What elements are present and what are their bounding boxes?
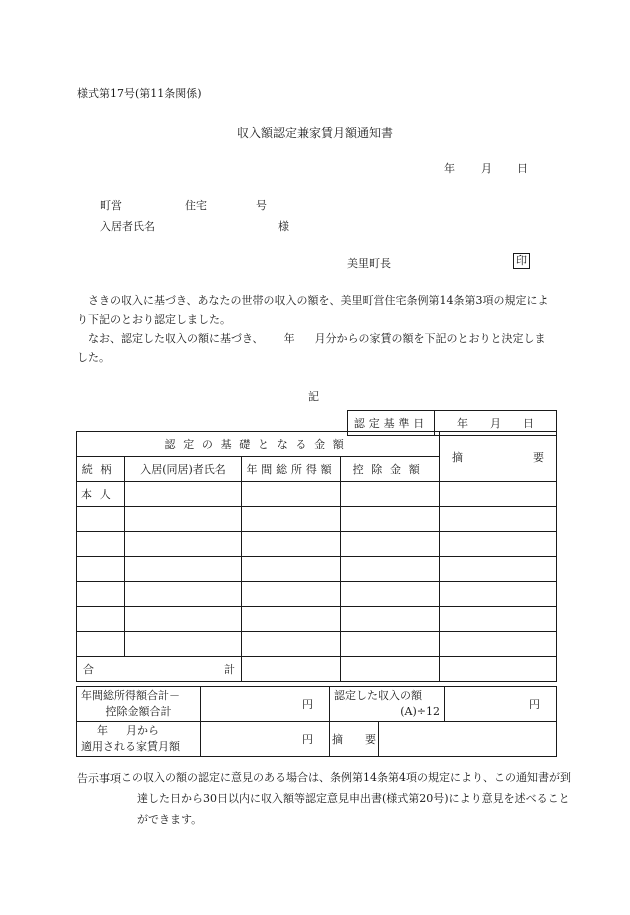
certified-income-label: 認定した収入の額 (A)÷12 [330,687,445,722]
total-deduction-cell[interactable] [341,657,440,682]
table-cell[interactable] [440,507,557,532]
annual-net-label: 年間総所得額合計－ 控除金額合計 [77,687,201,722]
table-cell[interactable] [77,557,125,582]
body-paragraph-2: なお、認定した収入の額に基づき、 年 月分からの家賃の額を下記のとおりと決定しました。 [77,332,546,364]
rent-remarks-field[interactable] [379,722,556,756]
col-resident-name: 入居(同居)者氏名 [125,457,242,482]
table-cell[interactable] [242,607,341,632]
table-cell[interactable] [440,582,557,607]
table-cell[interactable] [341,557,440,582]
table-cell[interactable] [77,607,125,632]
table-cell[interactable] [341,607,440,632]
housing-label: 住宅 [185,199,207,212]
table-cell[interactable] [242,482,341,507]
record-mark: 記 [308,390,319,403]
issuer-name: 美里町長 [347,257,391,270]
table-cell[interactable] [242,532,341,557]
basis-header: 認定の基礎となる金額 [77,432,440,457]
table-cell[interactable] [125,607,242,632]
resident-name-label: 入居者氏名 [100,220,155,233]
room-number-label: 号 [256,199,267,212]
table-cell[interactable] [341,632,440,657]
base-date-label: 認定基準日 [348,411,435,436]
notice-text: この収入の額の認定に意見のある場合は、条例第14条第4項の規定により、この通知書が到達した日から30日以内に収入額等認定意見申出書(様式第20号)により意見を述べることができます。 [121,771,571,826]
issue-date-month: 月 [481,162,492,175]
table-cell[interactable] [77,582,125,607]
honorific: 様 [278,220,289,233]
table-cell[interactable] [341,582,440,607]
table-cell[interactable] [440,482,557,507]
table-row [77,607,557,632]
table-cell[interactable] [341,532,440,557]
issue-date-day: 日 [517,162,528,175]
table-cell[interactable] [242,582,341,607]
table-cell[interactable] [440,607,557,632]
town-run-label: 町営 [100,199,122,212]
body-paragraph-1: さきの収入に基づき、あなたの世帯の収入の額を、美里町営住宅条例第14条第3項の規定により下記のとおり認定しました。 [77,294,549,326]
rent-value[interactable]: 円 [201,722,330,757]
table-cell[interactable] [125,632,242,657]
table-cell[interactable] [341,507,440,532]
table-cell[interactable] [440,557,557,582]
table-row [77,507,557,532]
rent-remarks-label: 摘 要 [330,722,379,756]
income-basis-table [76,431,557,682]
table-cell[interactable] [125,532,242,557]
table-cell[interactable] [440,632,557,657]
base-date-value[interactable]: 年 月 日 [435,411,557,436]
table-cell[interactable] [77,532,125,557]
remarks-header: 摘 要 [440,432,557,482]
rent-label: 年 月から 適用される家賃月額 [77,722,201,757]
table-row [77,557,557,582]
total-income-cell[interactable] [242,657,341,682]
total-label: 合 計 [77,657,242,682]
issue-date-year: 年 [444,162,455,175]
table-cell[interactable] [77,632,125,657]
table-cell[interactable] [242,507,341,532]
table-row [77,632,557,657]
document-title: 収入額認定兼家賃月額通知書 [237,126,394,140]
rent-remarks [330,722,557,757]
col-deduction: 控除金額 [341,457,440,482]
table-cell[interactable] [125,582,242,607]
table-cell[interactable] [125,507,242,532]
table-cell[interactable] [77,507,125,532]
table-row [77,532,557,557]
table-cell[interactable] [125,482,242,507]
col-annual-income: 年間総所得額 [242,457,341,482]
table-row [77,482,557,507]
table-cell[interactable] [242,632,341,657]
table-cell[interactable] [242,557,341,582]
table-cell[interactable] [341,482,440,507]
total-row [77,657,557,682]
seal-mark: 印 [513,253,530,269]
col-relationship: 続柄 [77,457,125,482]
notice-label: 告示事項 [77,772,121,785]
annual-net-value[interactable]: 円 [201,687,330,722]
table-cell[interactable] [440,532,557,557]
form-number: 様式第17号(第11条関係) [77,87,202,100]
certified-income-value[interactable]: 円 [445,687,557,722]
table-cell[interactable] [125,557,242,582]
total-remarks-cell [440,657,557,682]
summary-table [76,686,557,757]
row-self-label: 本人 [77,482,125,507]
table-row [77,582,557,607]
